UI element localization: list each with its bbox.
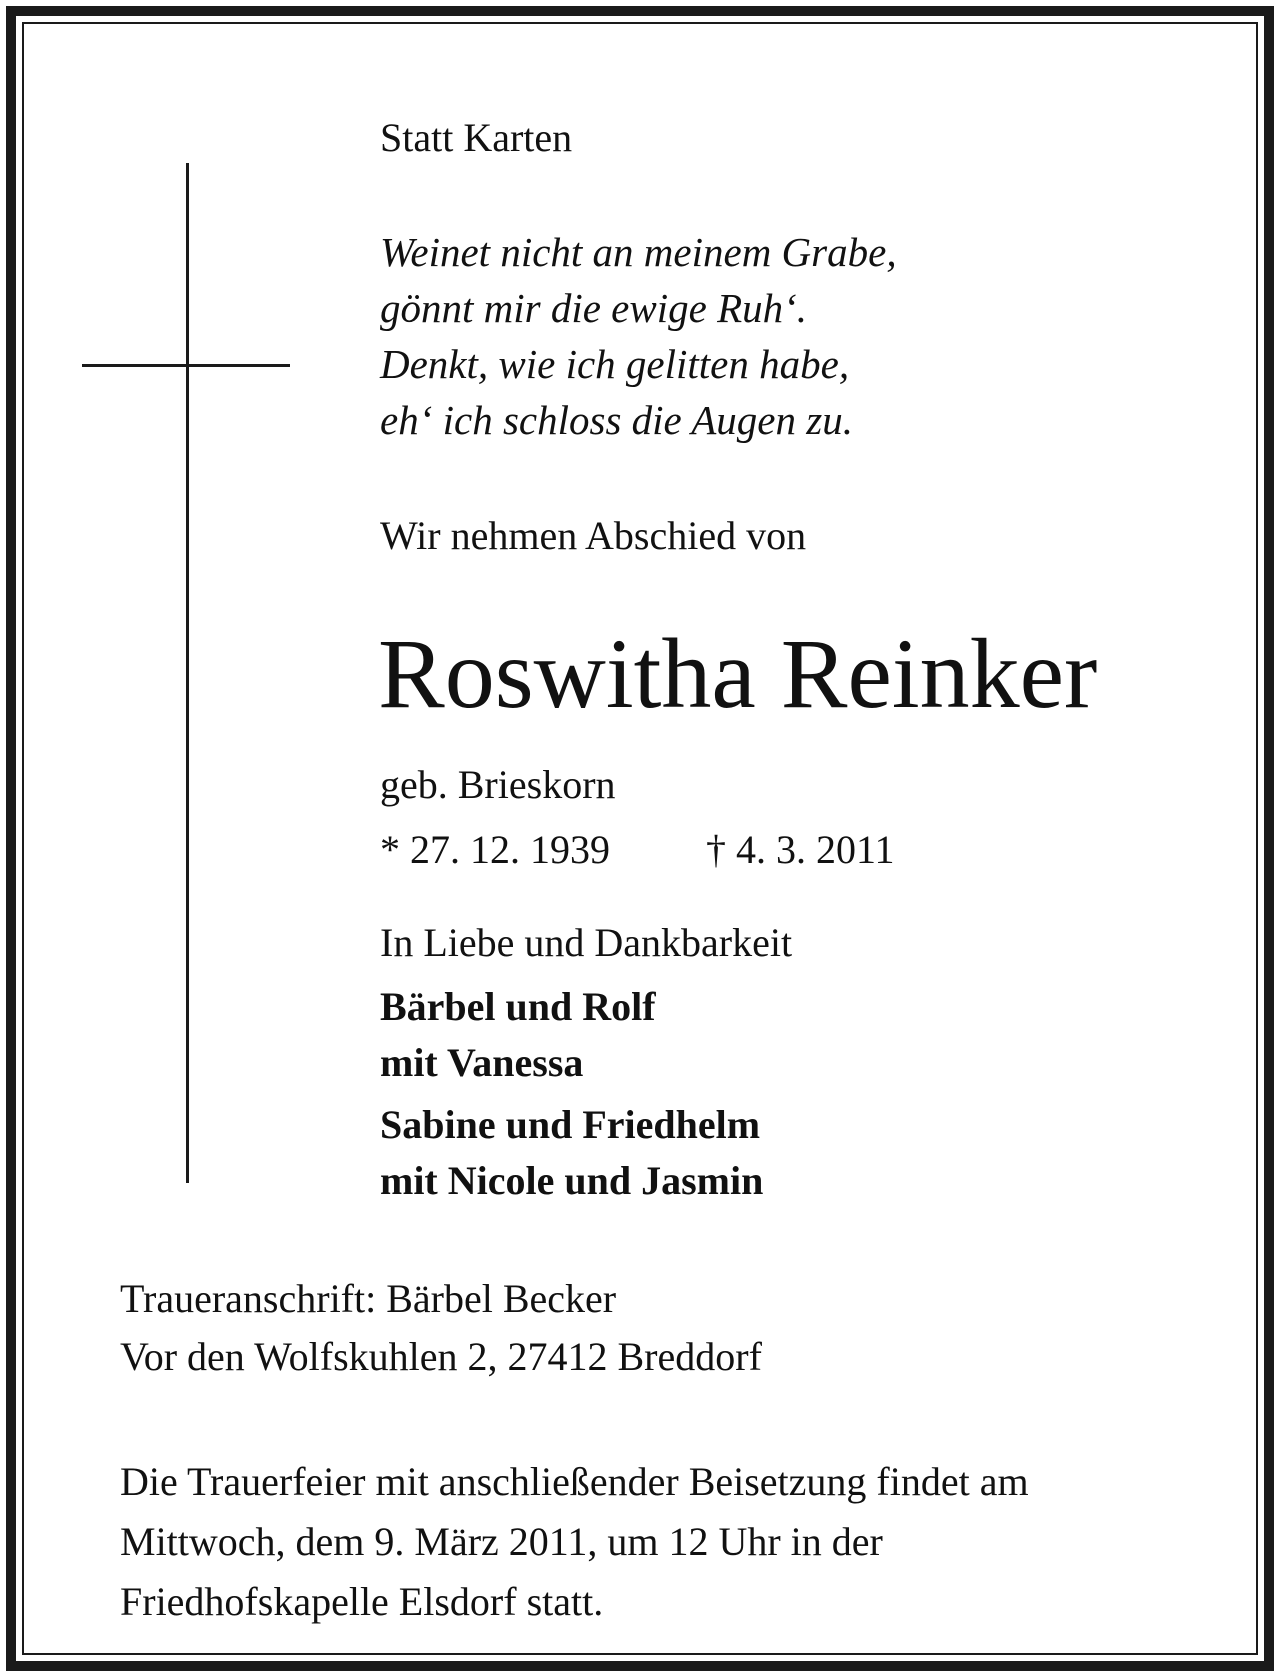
- thanks-text: In Liebe und Dankbarkeit: [380, 920, 793, 965]
- family-group: [380, 979, 763, 1091]
- deceased-name: Roswitha Reinker: [378, 618, 1098, 729]
- intro-text: Statt Karten: [380, 115, 573, 160]
- life-dates: [380, 824, 895, 876]
- address-line: Traueranschrift: Bärbel Becker: [120, 1276, 617, 1321]
- poem-line: gönnt mir die ewige Ruh‘.: [380, 285, 808, 331]
- birth-date: * 27. 12. 1939: [380, 827, 610, 872]
- poem-line: eh‘ ich schloss die Augen zu.: [380, 397, 853, 443]
- family-group: [380, 1097, 763, 1209]
- ceremony-info: [120, 1452, 1029, 1632]
- ceremony-line: Mittwoch, dem 9. März 2011, um 12 Uhr in der: [120, 1519, 883, 1564]
- death-date: † 4. 3. 2011: [706, 827, 895, 872]
- family-line: mit Vanessa: [380, 1040, 584, 1085]
- ceremony-line: Die Trauerfeier mit anschließender Beisetzung findet am: [120, 1459, 1029, 1504]
- poem-line: Weinet nicht an meinem Grabe,: [380, 229, 897, 275]
- poem: [380, 224, 897, 448]
- farewell-text: Wir nehmen Abschied von: [380, 513, 807, 558]
- family-line: Sabine und Friedhelm: [380, 1102, 761, 1147]
- cross-horizontal-bar: [82, 364, 290, 367]
- address-line: Vor den Wolfskuhlen 2, 27412 Breddorf: [120, 1334, 762, 1379]
- family-line: Bärbel und Rolf: [380, 984, 656, 1029]
- family-list: [380, 979, 763, 1215]
- birth-name: geb. Brieskorn: [380, 762, 616, 807]
- family-line: mit Nicole und Jasmin: [380, 1158, 764, 1203]
- mourning-address: [120, 1270, 762, 1386]
- ceremony-line: Friedhofskapelle Elsdorf statt.: [120, 1579, 604, 1624]
- poem-line: Denkt, wie ich gelitten habe,: [380, 341, 850, 387]
- obituary-notice: [22, 22, 1258, 1655]
- cross-vertical-bar: [186, 163, 189, 1183]
